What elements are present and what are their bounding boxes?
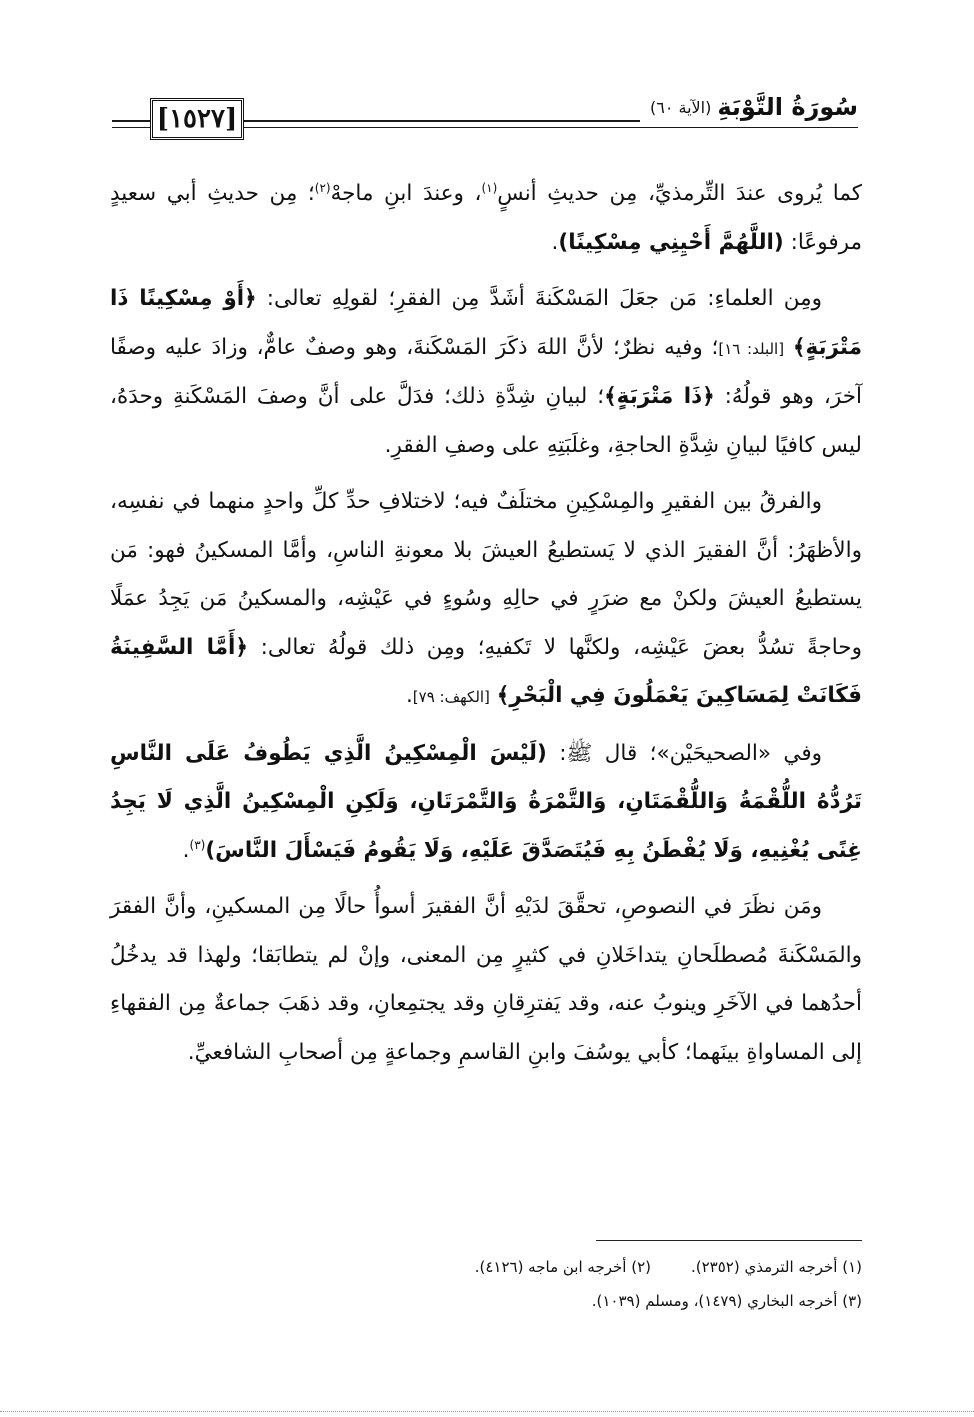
text-run bbox=[784, 335, 793, 360]
footnote-marker: (٣) bbox=[189, 837, 206, 852]
text-run: والفرقُ بين الفقيرِ والمِسْكِينِ مختلَفٌ فيه؛ لاختلافِ حدِّ كلِّ واحدٍ منهما في نفسِه، والأظهَرُ: أنَّ الفقيرَ الذي لا يَستطيعُ العيشَ بلا معونةِ الناسِ، وأمَّا المسكينُ فهو: مَن يستطيعُ العيشَ ولكنْ مع ضرَرٍ في حالِهِ وسُوءٍ في عَيْشِه، والمسكينُ مَن يَجِدُ عمَلًا وحاجةً تسُدُّ بعضَ عَيْشِه، ولكنَّها لا تَكفيهِ؛ ومِن ذلك قولُهُ تعالى: bbox=[110, 489, 862, 660]
paragraph bbox=[110, 170, 862, 267]
paragraph bbox=[110, 275, 862, 470]
quoted-text: ﴿أَمَّا السَّفِينَةُ فَكَانَتْ لِمَسَاكِينَ يَعْمَلُونَ فِي الْبَحْرِ﴾ bbox=[110, 634, 862, 708]
quoted-text: ﴿ذَا مَتْرَبَةٍ﴾ bbox=[604, 384, 715, 409]
page-header bbox=[112, 92, 858, 152]
text-run: ، وعندَ ابنِ ماجهْ bbox=[330, 181, 482, 206]
citation: [الكهف: ٧٩] bbox=[412, 688, 490, 706]
scan-edge bbox=[0, 1411, 974, 1413]
text-run: كما يُروى عندَ التِّرمذيِّ، مِن حديثِ أنسٍ bbox=[497, 181, 862, 206]
footnotes bbox=[110, 1250, 862, 1318]
footnote: (١) أخرجه الترمذي (٢٣٥٢). bbox=[690, 1258, 862, 1276]
quoted-text: (اللَّهُمَّ أَحْيِنِي مِسْكِينًا) bbox=[558, 229, 784, 255]
footnote-marker: (١) bbox=[481, 180, 498, 195]
ayah-reference: (الآية ٦٠) bbox=[649, 97, 712, 117]
text-run: . bbox=[405, 683, 413, 708]
footnote-row bbox=[110, 1250, 862, 1284]
page-number: [١٥٢٧] bbox=[150, 98, 244, 140]
quoted-text: (لَيْسَ الْمِسْكِينُ الَّذِي يَطُوفُ عَلَى النَّاسِ تَرُدُّهُ اللُّقْمَةُ وَاللُّقْمَتَانِ، وَالتَّمْرَةُ وَالتَّمْرَتَانِ، وَلَكِنِ الْمِسْكِينُ الَّذِي لَا يَجِدُ غِنًى يُغْنِيهِ، وَلَا يُفْطَنُ بِهِ فَيُتَصَدَّقَ عَلَيْهِ، وَلَا يَقُومُ فَيَسْأَلَ النَّاسَ) bbox=[110, 740, 862, 863]
surah-name: سُورَةُ التَّوْبَةِ bbox=[717, 93, 858, 121]
text-run: ؛ مِن حديثِ أبي سعيدٍ مرفوعًا: bbox=[110, 181, 862, 255]
text-run: ومِن العلماءِ: مَن جعَلَ المَسْكَنةَ أشَدَّ مِن الفقرِ؛ لقولِهِ تعالى: bbox=[256, 286, 822, 311]
footnote: (٢) أخرجه ابن ماجه (٤١٢٦). bbox=[474, 1258, 651, 1276]
text-run: ؛ وفيه نظرٌ؛ لأنَّ اللهَ ذكَرَ المَسْكَنةَ، وهو وصفٌ عامٌّ، وزادَ عليه وصفًا آخرَ، وهو قولُهُ: bbox=[110, 334, 862, 409]
paragraph bbox=[110, 730, 862, 876]
running-head bbox=[640, 92, 858, 122]
footnote-separator bbox=[596, 1240, 862, 1241]
quoted-text: ﴿أَوْ مِسْكِينًا ذَا مَتْرَبَةٍ﴾ bbox=[110, 286, 863, 360]
footnote-marker: (٢) bbox=[314, 180, 331, 195]
paragraph bbox=[110, 478, 862, 722]
footnote-row bbox=[110, 1284, 862, 1318]
footnote: (٣) أخرجه البخاري (١٤٧٩)، ومسلم (١٠٣٩). bbox=[591, 1292, 862, 1310]
text-run: . bbox=[182, 837, 190, 863]
text-run: ومَن نظَرَ في النصوصِ، تحقَّقَ لدَيْهِ أنَّ الفقيرَ أسوأُ حالًا مِن المسكينِ، وأنَّ الفقرَ والمَسْكَنةَ مُصطلَحانِ يتداخَلانِ في كثيرٍ مِن المعنى، وإنْ لم يتطابَقا؛ ولهذا قد يدخُلُ أحدُهما في الآخَرِ وينوبُ عنه، وقد يَفترِقانِ وقد يجتمِعانِ، وقد ذهَبَ جماعةٌ مِن الفقهاءِ إلى المساواةِ بينَهما؛ كأبي يوسُفَ وابنِ القاسمِ وجماعةٍ مِن أصحابِ الشافعيِّ. bbox=[110, 894, 862, 1065]
paragraph bbox=[110, 883, 862, 1077]
text-run: وفي «الصحيحَيْن»؛ قال ﷺ: bbox=[546, 740, 822, 766]
text-run: . bbox=[551, 229, 559, 255]
text-run bbox=[490, 683, 497, 708]
main-text bbox=[110, 170, 862, 1085]
citation: [البلد: ١٦] bbox=[718, 339, 785, 358]
text-run: ؛ لبيانِ شِدَّةِ ذلك؛ فدَلَّ على أنَّ وصفَ المَسْكَنةِ وحدَهُ، ليس كافيًا لبيانِ شِدَّةِ الحاجةِ، وغلَبَتِهِ على وصفِ الفقرِ. bbox=[110, 384, 862, 458]
